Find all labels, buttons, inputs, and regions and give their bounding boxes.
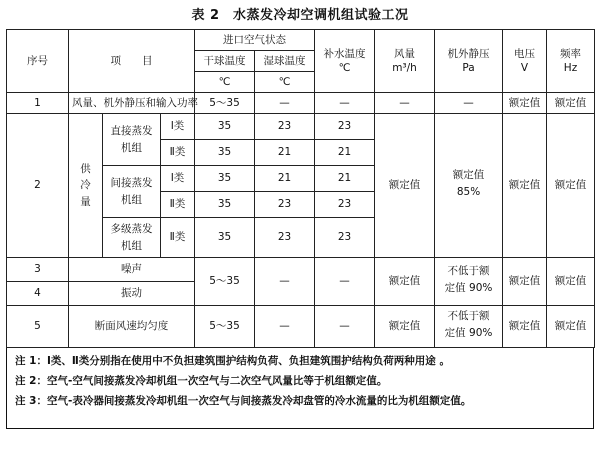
row5-seq: 5 <box>7 306 69 348</box>
test-conditions-table <box>6 29 595 348</box>
header-voltage: 电压 V <box>503 30 547 93</box>
header-air-volume: 风量 m³/h <box>375 30 435 93</box>
row2-cell: 23 <box>315 114 375 140</box>
row2-cell: 35 <box>195 140 255 166</box>
table-row <box>7 114 595 140</box>
row2-cell: 35 <box>195 218 255 258</box>
row2-static: 额定值 85% <box>435 114 503 258</box>
header-dry-bulb: 干球温度 <box>195 51 255 72</box>
row5-voltage: 额定值 <box>503 306 547 348</box>
row2-multi-class2: Ⅱ类 <box>161 218 195 258</box>
row2-cell: 21 <box>315 140 375 166</box>
table-row <box>7 93 595 114</box>
header-wet-bulb-unit: ℃ <box>255 72 315 93</box>
row5-wet: — <box>255 306 315 348</box>
row2-cell: 23 <box>315 218 375 258</box>
row2-group: 供冷量 <box>69 114 103 258</box>
row2-cell: 21 <box>255 166 315 192</box>
header-inlet-air-state: 进口空气状态 <box>195 30 315 51</box>
row3-item: 噪声 <box>69 258 195 282</box>
header-makeup-water-temp: 补水温度 ℃ <box>315 30 375 93</box>
row2-freq: 额定值 <box>547 114 595 258</box>
row1-seq: 1 <box>7 93 69 114</box>
row1-item: 风量、机外静压和输入功率 <box>69 93 195 114</box>
row2-indirect-class2: Ⅱ类 <box>161 192 195 218</box>
table-row <box>7 258 595 282</box>
row1-dry: 5～35 <box>195 93 255 114</box>
row2-cell: 35 <box>195 192 255 218</box>
row2-multi: 多级蒸发机组 <box>103 218 161 258</box>
row2-indirect-class1: Ⅰ类 <box>161 166 195 192</box>
header-seq: 序号 <box>7 30 69 93</box>
row2-voltage: 额定值 <box>503 114 547 258</box>
row34-air: 额定值 <box>375 258 435 306</box>
row34-wet: — <box>255 258 315 306</box>
row5-static: 不低于额 定值 90% <box>435 306 503 348</box>
row2-cell: 23 <box>255 114 315 140</box>
header-item: 项 目 <box>69 30 195 93</box>
row1-water: — <box>315 93 375 114</box>
row4-seq: 4 <box>7 282 69 306</box>
row2-air: 额定值 <box>375 114 435 258</box>
header-frequency: 频率 Hz <box>547 30 595 93</box>
row2-cell: 35 <box>195 166 255 192</box>
row2-direct-class2: Ⅱ类 <box>161 140 195 166</box>
table-row <box>7 306 595 348</box>
header-ext-static: 机外静压 Pa <box>435 30 503 93</box>
row1-static: — <box>435 93 503 114</box>
row1-voltage: 额定值 <box>503 93 547 114</box>
header-row <box>7 30 595 51</box>
row34-voltage: 额定值 <box>503 258 547 306</box>
table-title: 表 2 水蒸发冷却空调机组试验工况 <box>191 8 409 23</box>
row4-item: 振动 <box>69 282 195 306</box>
row1-wet: — <box>255 93 315 114</box>
row2-cell: 35 <box>195 114 255 140</box>
table-notes <box>6 348 594 429</box>
row1-air: — <box>375 93 435 114</box>
row2-cell: 21 <box>315 166 375 192</box>
header-wet-bulb: 湿球温度 <box>255 51 315 72</box>
row2-cell: 21 <box>255 140 315 166</box>
row2-cell: 23 <box>255 218 315 258</box>
row2-direct: 直接蒸发机组 <box>103 114 161 166</box>
row34-static: 不低于额 定值 90% <box>435 258 503 306</box>
row5-item: 断面风速均匀度 <box>69 306 195 348</box>
header-dry-bulb-unit: ℃ <box>195 72 255 93</box>
row3-seq: 3 <box>7 258 69 282</box>
row2-seq: 2 <box>7 114 69 258</box>
row2-indirect: 间接蒸发机组 <box>103 166 161 218</box>
row5-water: — <box>315 306 375 348</box>
row2-cell: 23 <box>315 192 375 218</box>
row2-direct-class1: Ⅰ类 <box>161 114 195 140</box>
note-1: 注 1：Ⅰ类、Ⅱ类分别指在使用中不负担建筑围护结构负荷、负担建筑围护结构负荷两种用途 。 <box>15 355 450 367</box>
row34-water: — <box>315 258 375 306</box>
row5-freq: 额定值 <box>547 306 595 348</box>
row34-freq: 额定值 <box>547 258 595 306</box>
row5-air: 额定值 <box>375 306 435 348</box>
row34-dry: 5～35 <box>195 258 255 306</box>
row1-freq: 额定值 <box>547 93 595 114</box>
note-2: 注 2：空气-空气间接蒸发冷却机组一次空气与二次空气风量比等于机组额定值。 <box>15 375 388 387</box>
row5-dry: 5～35 <box>195 306 255 348</box>
row2-cell: 23 <box>255 192 315 218</box>
note-3: 注 3：空气-表冷器间接蒸发冷却机组一次空气与间接蒸发冷却盘管的冷水流量的比为机组额定值。 <box>15 395 472 407</box>
